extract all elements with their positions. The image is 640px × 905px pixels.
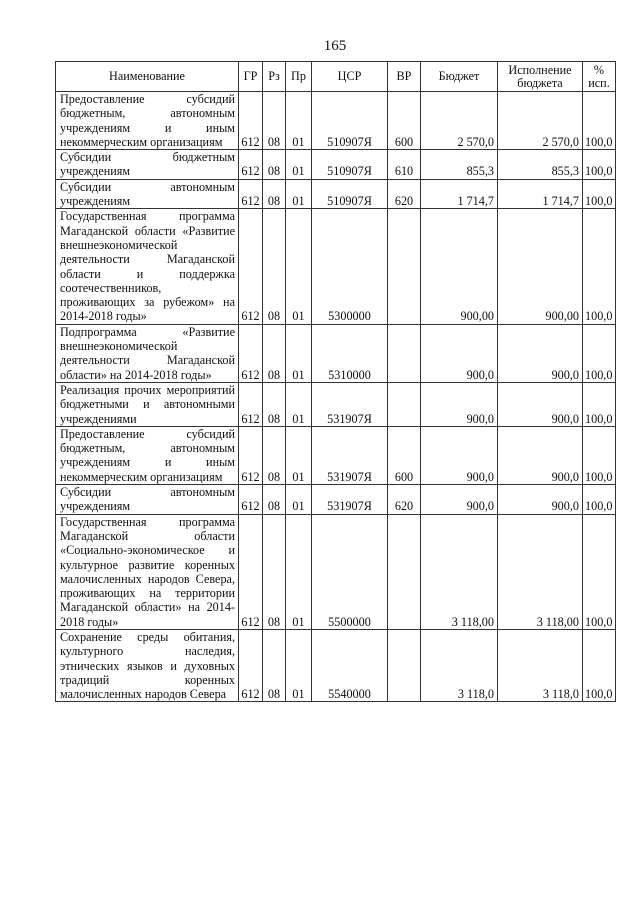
header-budget: Бюджет bbox=[421, 62, 498, 92]
cell-csr: 510907Я bbox=[312, 150, 388, 180]
page-number: 165 bbox=[323, 38, 347, 54]
cell-gr: 612 bbox=[239, 324, 263, 382]
cell-rz: 08 bbox=[263, 629, 286, 701]
cell-execution: 900,0 bbox=[498, 485, 583, 515]
cell-rz: 08 bbox=[263, 209, 286, 324]
header-csr: ЦСР bbox=[312, 62, 388, 92]
table-header-row bbox=[56, 62, 616, 92]
table-row bbox=[56, 324, 616, 382]
cell-rz: 08 bbox=[263, 485, 286, 515]
cell-pr: 01 bbox=[286, 426, 312, 484]
cell-pr: 01 bbox=[286, 150, 312, 180]
cell-gr: 612 bbox=[239, 92, 263, 150]
cell-budget: 900,00 bbox=[421, 209, 498, 324]
cell-gr: 612 bbox=[239, 179, 263, 209]
cell-budget: 2 570,0 bbox=[421, 92, 498, 150]
cell-vr bbox=[388, 514, 421, 629]
cell-percent: 100,0 bbox=[583, 629, 616, 701]
cell-budget: 900,0 bbox=[421, 426, 498, 484]
table-row bbox=[56, 382, 616, 426]
cell-vr: 610 bbox=[388, 150, 421, 180]
header-execution: Исполнение бюджета bbox=[498, 62, 583, 92]
cell-budget: 900,0 bbox=[421, 324, 498, 382]
cell-rz: 08 bbox=[263, 426, 286, 484]
header-rz: Рз bbox=[263, 62, 286, 92]
cell-csr: 510907Я bbox=[312, 179, 388, 209]
cell-pr: 01 bbox=[286, 514, 312, 629]
cell-gr: 612 bbox=[239, 209, 263, 324]
cell-execution: 3 118,0 bbox=[498, 629, 583, 701]
cell-vr bbox=[388, 209, 421, 324]
cell-execution: 3 118,00 bbox=[498, 514, 583, 629]
cell-execution: 900,0 bbox=[498, 426, 583, 484]
cell-rz: 08 bbox=[263, 150, 286, 180]
table-row bbox=[56, 179, 616, 209]
header-pr: Пр bbox=[286, 62, 312, 92]
table-row bbox=[56, 485, 616, 515]
header-name: Наименование bbox=[56, 62, 239, 92]
cell-name: Субсидии бюджетным учреждениям bbox=[56, 150, 239, 180]
cell-percent: 100,0 bbox=[583, 514, 616, 629]
cell-pr: 01 bbox=[286, 382, 312, 426]
table-row bbox=[56, 426, 616, 484]
cell-name: Сохранение среды обитания, культурного наследия, этнических языков и духовных традиций коренных малочисленных народов Севера bbox=[56, 629, 239, 701]
cell-pr: 01 bbox=[286, 92, 312, 150]
table-row bbox=[56, 209, 616, 324]
cell-name: Субсидии автономным учреждениям bbox=[56, 179, 239, 209]
cell-percent: 100,0 bbox=[583, 209, 616, 324]
cell-csr: 531907Я bbox=[312, 426, 388, 484]
cell-name: Государственная программа Магаданской области «Социально-экономическое и культурное развитие коренных малочисленных народов Севера, проживающих на территории Магаданской области» на 2014-2018 годы» bbox=[56, 514, 239, 629]
cell-name: Предоставление субсидий бюджетным, автономным учреждениям и иным некоммерческим организациям bbox=[56, 426, 239, 484]
cell-pr: 01 bbox=[286, 209, 312, 324]
cell-pr: 01 bbox=[286, 324, 312, 382]
cell-pr: 01 bbox=[286, 629, 312, 701]
cell-vr: 620 bbox=[388, 179, 421, 209]
cell-vr bbox=[388, 324, 421, 382]
cell-budget: 3 118,0 bbox=[421, 629, 498, 701]
cell-execution: 900,0 bbox=[498, 324, 583, 382]
cell-budget: 900,0 bbox=[421, 382, 498, 426]
cell-budget: 3 118,00 bbox=[421, 514, 498, 629]
cell-csr: 5310000 bbox=[312, 324, 388, 382]
cell-csr: 510907Я bbox=[312, 92, 388, 150]
cell-execution: 900,00 bbox=[498, 209, 583, 324]
cell-budget: 900,0 bbox=[421, 485, 498, 515]
cell-rz: 08 bbox=[263, 382, 286, 426]
cell-vr: 620 bbox=[388, 485, 421, 515]
cell-execution: 2 570,0 bbox=[498, 92, 583, 150]
cell-percent: 100,0 bbox=[583, 382, 616, 426]
cell-name: Реализация прочих мероприятий бюджетными и автономными учреждениями bbox=[56, 382, 239, 426]
cell-rz: 08 bbox=[263, 514, 286, 629]
cell-csr: 5300000 bbox=[312, 209, 388, 324]
table-row bbox=[56, 92, 616, 150]
cell-gr: 612 bbox=[239, 382, 263, 426]
cell-budget: 1 714,7 bbox=[421, 179, 498, 209]
cell-execution: 1 714,7 bbox=[498, 179, 583, 209]
table-row bbox=[56, 514, 616, 629]
cell-execution: 900,0 bbox=[498, 382, 583, 426]
cell-pr: 01 bbox=[286, 179, 312, 209]
cell-budget: 855,3 bbox=[421, 150, 498, 180]
header-vr: ВР bbox=[388, 62, 421, 92]
cell-csr: 531907Я bbox=[312, 485, 388, 515]
table-row bbox=[56, 629, 616, 701]
cell-percent: 100,0 bbox=[583, 92, 616, 150]
cell-name: Подпрограмма «Развитие внешнеэкономической деятельности Магаданской области» на 2014-2018 годы» bbox=[56, 324, 239, 382]
cell-csr: 5500000 bbox=[312, 514, 388, 629]
cell-gr: 612 bbox=[239, 426, 263, 484]
cell-name: Государственная программа Магаданской области «Развитие внешнеэкономической деятельности Магаданской области и поддержка соотечественников, проживающих за рубежом» на 2014-2018 годы» bbox=[56, 209, 239, 324]
cell-rz: 08 bbox=[263, 92, 286, 150]
cell-pr: 01 bbox=[286, 485, 312, 515]
cell-execution: 855,3 bbox=[498, 150, 583, 180]
cell-rz: 08 bbox=[263, 324, 286, 382]
cell-csr: 531907Я bbox=[312, 382, 388, 426]
cell-gr: 612 bbox=[239, 514, 263, 629]
header-gr: ГР bbox=[239, 62, 263, 92]
cell-gr: 612 bbox=[239, 629, 263, 701]
cell-gr: 612 bbox=[239, 485, 263, 515]
cell-gr: 612 bbox=[239, 150, 263, 180]
cell-rz: 08 bbox=[263, 179, 286, 209]
budget-table bbox=[55, 61, 616, 702]
cell-percent: 100,0 bbox=[583, 150, 616, 180]
cell-vr bbox=[388, 382, 421, 426]
cell-name: Предоставление субсидий бюджетным, автономным учреждениям и иным некоммерческим организациям bbox=[56, 92, 239, 150]
cell-csr: 5540000 bbox=[312, 629, 388, 701]
cell-vr bbox=[388, 629, 421, 701]
cell-percent: 100,0 bbox=[583, 324, 616, 382]
table-row bbox=[56, 150, 616, 180]
header-percent: % исп. bbox=[583, 62, 616, 92]
cell-vr: 600 bbox=[388, 92, 421, 150]
cell-percent: 100,0 bbox=[583, 426, 616, 484]
cell-name: Субсидии автономным учреждениям bbox=[56, 485, 239, 515]
cell-percent: 100,0 bbox=[583, 485, 616, 515]
cell-vr: 600 bbox=[388, 426, 421, 484]
cell-percent: 100,0 bbox=[583, 179, 616, 209]
